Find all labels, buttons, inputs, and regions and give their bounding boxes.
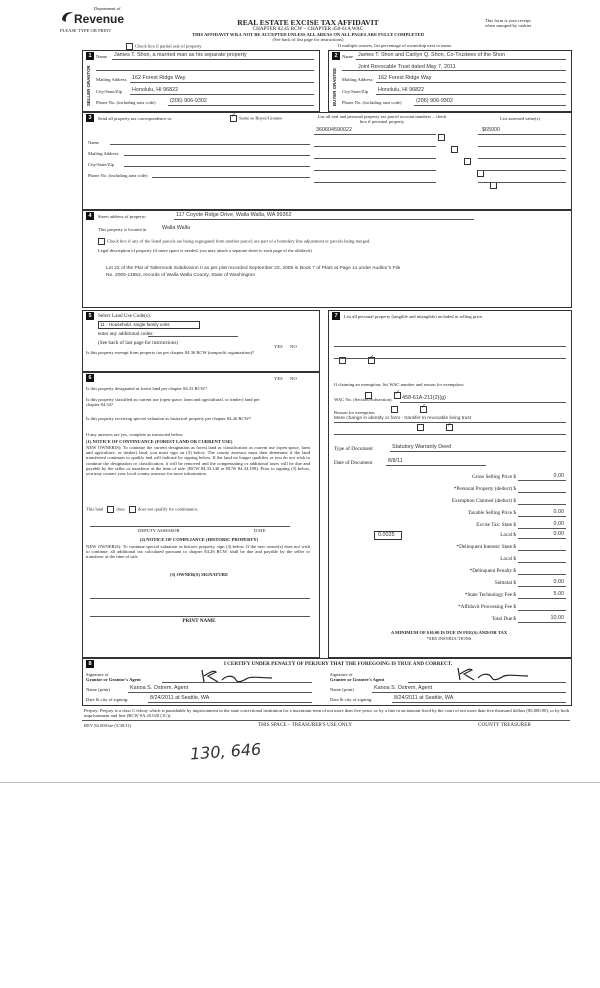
reason-label: Reason for exemption [334,410,375,415]
fee-row-label: Taxable Selling Price $ [467,510,516,516]
form-chapter: CHAPTER 82.45 RCW – CHAPTER 458-61A WAC [252,26,364,32]
parcel-number[interactable]: 360604590022 [316,127,352,133]
personal-property-label: List all personal property (tangible and intangible) included in selling price. [344,314,484,319]
parcel-checkbox-3[interactable] [464,158,471,165]
fee-row-label: *Personal Property (deduct) $ [453,486,516,492]
county-treasurer: COUNTY TREASURER [478,722,531,728]
certify-statement: I CERTIFY UNDER PENALTY OF PERJURY THAT THE FOREGOING IS TRUE AND CORRECT. [223,661,453,667]
s3-name-label: Name [88,140,99,145]
fee-row-label: Total Due $ [491,616,516,622]
this-land-label: This land [86,506,104,512]
please-type: PLEASE TYPE OR PRINT [60,28,112,33]
seller-vertical-label: SELLER GRANTOR [86,65,91,106]
county-name[interactable]: Walla Walla [162,225,191,231]
notice-continuance-body: NEW OWNER(S): To continue the current designation as forest land or classification as current use (open space, farm and agriculture, or timber) land, you must sign on (3) below. The county assessor must then determine if the land transferred continues to qualify and will indicate by signing below. If the land no longer qualifies or you do not wish to continue the designation or classification, it will be removed and the compensating or additional taxes will be due and payable by the seller or transferor at the time of sale. (RCW 84.33.140 or RCW 84.34.108). Prior to signing (3) below, you may contact your local county assessor for more information. [86,445,310,477]
seller-city[interactable]: Honolulu, HI 96822 [132,87,179,93]
segregated-checkbox[interactable] [98,238,105,245]
s3-phone-label: Phone No. (including area code) [88,173,148,178]
swoosh-icon [60,10,74,24]
minimum-due-notice: A MINIMUM OF $10.00 IS DUE IN FEE(S) AND/OR TAX [390,630,508,635]
street-label: Street address of property: [98,214,147,219]
parcel-header: List all real and personal property tax parcel account numbers – check box if personal property [317,114,447,125]
section-4-number: 4 [86,212,94,220]
section-1-number: 1 [86,52,94,60]
fee-row-value[interactable]: 0.00 [553,579,564,585]
grantee-sig-label-1: Signature of [330,672,353,677]
s3-mailing-label: Mailing Address [88,151,119,156]
grantee-sig-label-2: Grantee or Grantee's Agent [330,677,385,682]
notice-compliance-title: (2) NOTICE OF COMPLIANCE (HISTORIC PROPERTY) [139,537,259,542]
street-address[interactable]: 117 Coyote Ridge Drive, Walla Walla, WA 99362 [176,212,292,218]
fee-row-value[interactable]: 5.00 [553,591,564,597]
this-land-row [86,506,199,513]
buyer-name-label: Name [342,54,353,59]
grantor-date[interactable]: 8/24/2011 at Seattle, WA [150,695,210,701]
fee-row-value[interactable]: 0.00 [553,509,564,515]
fee-row-value[interactable]: 0.00 [553,473,564,479]
deputy-date-label: DATE [254,528,266,533]
fee-row-label: Excise Tax: State $ [476,522,516,528]
section-6-number: 6 [86,374,94,382]
fee-row-label: *State Technology Fee $ [464,592,516,598]
same-as-buyer-checkbox[interactable] [230,115,237,122]
grantee-date[interactable]: 8/24/2011 at Seattle, WA [394,695,454,701]
rev-number: REV 84 0001ae (5/30/11) [84,723,132,728]
s3-city-label: City/State/Zip [88,162,115,167]
owner-signature-title: (3) OWNER(S) SIGNATURE [169,572,229,577]
seller-city-label: City/State/Zip [96,89,123,94]
dept-label: Department of [94,6,121,11]
does-checkbox[interactable] [107,506,114,513]
parcel-checkbox-1[interactable] [438,134,445,141]
fee-row-label: Gross Selling Price $ [472,474,516,480]
s6-no-header: NO [290,376,297,381]
grantor-sig-label-1: Signature of [86,672,109,677]
legal-description-2[interactable]: No. 2005-11852, records of Walla Walla County, State of Washington [106,273,256,278]
seller-phone-label: Phone No. (including area code) [96,100,156,105]
exempt-question: Is this property exempt from property tax per chapter 84.36 RCW (nonprofit organization)? [86,350,255,355]
revenue-logo [60,10,74,29]
grantee-signature [454,664,534,682]
reason-value[interactable]: Mere change in identity or form - transfer to revocable living trust [334,416,472,421]
fee-row-label: Exemption Claimed (deduct) $ [451,498,516,504]
segregated-parcels [98,238,558,245]
see-instructions: *SEE INSTRUCTIONS [426,636,472,641]
wac-number[interactable]: 458-61A-211(2)(g) [402,395,446,401]
grantor-date-label: Date & city of signing: [86,697,129,702]
grantee-date-label: Date & city of signing: [330,697,373,702]
perjury-notice: Perjury: Perjury is a class C felony which is punishable by imprisonment in the state correctional institution for a maximum term of not more than five years, or by a fine in an amount fixed by the court of not more than five thousand dollars ($5,000.00), or by both imprisonment and fine (RCW 9A.20.020 (1C)). [84,708,570,719]
treasurer-space: THIS SPACE – TREASURER'S USE ONLY [258,722,352,728]
receipt-note-1: This form is your receipt [485,18,531,23]
partial-sale-checkbox[interactable] [126,43,133,50]
grantor-sig-label-2: Grantor or Grantor's Agent [86,677,141,682]
date-doc-label: Date of Document [334,460,373,466]
forest-land-question: Is this property designated as forest land per chapter 84.33 RCW? [86,386,208,391]
section-4-box [82,210,572,308]
does-not-label: does not qualify for continuance. [137,506,199,512]
partial-sale-label: Check box if partial sale of property [135,43,202,49]
seller-name-label: Name [96,54,107,59]
same-as-buyer-label: Same as Buyer/Grantee [239,115,283,121]
s6-yes-header: YES [274,376,283,381]
fee-row-label: *Affidavit Processing Fee $ [458,604,516,610]
buyer-vertical-label: BUYER GRANTEE [332,67,337,106]
s5-yes-header: YES [274,344,283,349]
wac-label: WAC No. (Section/Subsection) [334,397,392,402]
s5-no-header: NO [290,344,297,349]
notice-continuance-title: (1) NOTICE OF CONTINUANCE (FOREST LAND OR CURRENT USE) [86,439,233,444]
legal-description-1[interactable]: Lot 22 of the Plat of Tatlernook Subdivision II as per plat recorded September 23, 2005 in Book 7 of Plats at Page 11 under Auditor's File [106,266,401,271]
grantee-name[interactable]: Kanoa S. Ostrem, Agent [374,685,433,691]
fee-row-value[interactable]: 10.00 [550,615,564,621]
seller-mailing-label: Mailing Address [96,77,127,82]
buyer-name[interactable]: James T. Shon and Carilyn Q. Shon, Co-Trustees of the Shon [358,52,506,58]
buyer-mailing[interactable]: 162 Forest Ridge Way [378,75,432,81]
located-in-label: This property is located in [98,227,147,232]
additional-codes-label: enter any additional codes: [98,331,154,337]
date-doc-value[interactable]: 8/8/11 [388,458,403,464]
section-5-number: 5 [86,312,94,320]
buyer-phone-label: Phone No. (including area code) [342,100,402,105]
land-use-label: Select Land Use Code(s): [98,313,152,319]
notice-compliance-body: NEW OWNER(S): To continue special valuation as historic property, sign (3) below. If the new owner(s) does not wish to continue, all additional tax calculated pursuant to chapter 84.26 RCW, shall be due and payable by the seller or transferor at the time of sale. [86,544,310,560]
does-not-checkbox[interactable] [129,506,136,513]
fee-row-label: *Delinquent Penalty $ [469,568,516,574]
affidavit-page [58,6,578,766]
grantor-name-label: Name (print) [86,687,110,692]
fee-row-label: Subtotal $ [494,580,516,586]
historic-question: Is this property receiving special valuation as historical property per chapter 84.26 RCW? [86,416,251,421]
same-as-buyer [230,115,282,122]
fee-row-value[interactable]: 0.00 [553,531,564,537]
does-label: does [116,506,125,512]
parcel-checkbox-2[interactable] [451,146,458,153]
seller-name[interactable]: James T. Shon, a married man as his separate property [114,52,247,58]
segregated-label: Check box if any of the listed parcels are being segregated from another parcel, are part of a boundary line adjustment or parcels being merged. [107,238,371,244]
type-doc-value[interactable]: Statutory Warranty Deed [392,444,452,450]
buyer-mailing-label: Mailing Address [342,77,373,82]
buyer-phone[interactable]: (206) 906-9302 [416,98,453,104]
fee-row-label: Local $ [500,532,516,538]
receipt-note-2: when stamped by cashier [485,23,532,28]
section-2-number: 2 [332,52,340,60]
if-yes-note: If any answers are yes, complete as instructed below. [86,432,184,437]
buyer-name-line-2[interactable]: Joint Revocable Trust dated May 7, 2011 [358,64,456,70]
not-accepted-notice: THIS AFFIDAVIT WILL NOT BE ACCEPTED UNLESS ALL AREAS ON ALL PAGES ARE FULLY COMPLETED [192,32,424,37]
seller-phone[interactable]: (206) 906-9302 [170,98,207,104]
claiming-exemption-label: If claiming an exemption, list WAC number and reason for exemption: [334,382,464,387]
handwritten-note: 130, 646 [189,739,262,764]
section-8-number: 8 [86,660,94,668]
land-use-value: 11 - Household, single family units [100,322,170,327]
assessed-value[interactable]: $65000 [482,127,500,133]
page-edge [0,782,600,783]
legal-description-label: Legal description of property (if more space is needed, you may attach a separate sheet to each page of the affidavit) [98,248,312,253]
see-back-instructions: (See back of last page for instructions) [272,37,344,42]
send-correspondence-label: Send all property tax correspondence to: [98,116,173,121]
type-doc-label: Type of Document [334,446,373,452]
multiple-owners-note: If multiple owners, list percentage of ownership next to name. [338,43,453,48]
deputy-assessor-label: DEPUTY ASSESSOR [138,528,180,533]
partial-sale [126,43,202,50]
buyer-city-label: City/State/Zip [342,89,369,94]
fee-row-value[interactable]: 0.00 [553,521,564,527]
section-7-number: 7 [332,312,340,320]
logo-text: Revenue [74,12,125,26]
local-rate[interactable]: 0.0025 [378,532,395,538]
current-use-question: Is this property classified as current use (open space, farm and agricultural, or timber) land per chapter 84.34? [86,397,260,408]
grantor-name[interactable]: Kanoa S. Ostrem, Agent [130,685,189,691]
seller-mailing[interactable]: 162 Forest Ridge Way [132,75,186,81]
buyer-city[interactable]: Honolulu, HI 96822 [378,87,425,93]
s5-see-back: (See back of last page for instructions) [98,340,179,346]
grantee-name-label: Name (print) [330,687,354,692]
section-3-number: 3 [86,114,94,122]
print-name-label: PRINT NAME [182,618,216,624]
assessed-header: List assessed value(s) [500,116,540,121]
fee-row-label: *Delinquent Interest: State $ [456,544,516,550]
fee-row-label: Local $ [500,556,516,562]
form-title: REAL ESTATE EXCISE TAX AFFIDAVIT [237,18,379,27]
